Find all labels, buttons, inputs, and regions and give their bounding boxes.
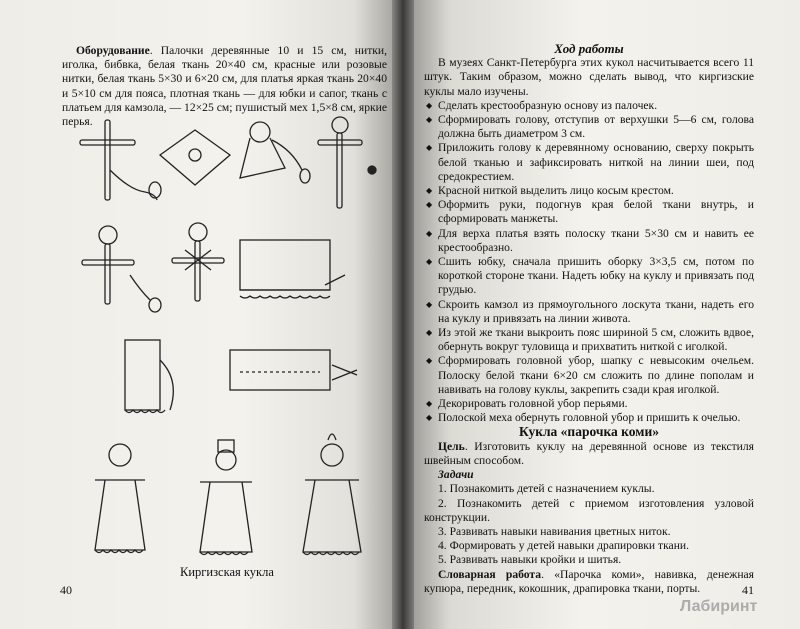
step-item: ◆ Сделать крестообразную основу из палочек. bbox=[424, 99, 754, 113]
intro-paragraph: В музеях Санкт-Петербурга этих кукол насчитывается всего 11 штук. Таким образом, можно сделать вывод, что киргизские куклы мало изучены. bbox=[424, 56, 754, 98]
step-item: ◆ Оформить руки, подогнув края белой ткани внутрь, и сформировать манжеты. bbox=[424, 198, 754, 226]
head-on-stick-drawing bbox=[318, 117, 376, 208]
step-item: ◆ Сшить юбку, сначала пришить оборку 3×3,5 см, потом по короткой стороне ткани. Надеть юбку на куклу и привязать под грудью. bbox=[424, 255, 754, 298]
step-item: ◆ Скроить камзол из прямоугольного лоскута ткани, надеть его на куклу и привязать на линии живота. bbox=[424, 298, 754, 326]
equipment-label: Оборудование bbox=[76, 44, 150, 57]
work-heading: Ход работы bbox=[554, 41, 624, 56]
task-item: 4. Формировать у детей навыки драпировки ткани. bbox=[438, 539, 690, 553]
step-item: ◆ Полоской меха обернуть головной убор и пришить к очелью. bbox=[424, 411, 754, 425]
step-item: ◆ Декорировать головной убор перьями. bbox=[424, 397, 754, 411]
task-item: 3. Развивать навыки навивания цветных ниток. bbox=[438, 524, 671, 538]
vocab-label: Словарная работа bbox=[438, 567, 542, 581]
step-item: ◆ Приложить голову к деревянному основанию, сверху покрыть белой тканью и зафиксировать ниткой на линии шеи, под средокрестием. bbox=[424, 141, 754, 184]
wrapped-head-drawing bbox=[82, 226, 161, 312]
equipment-text: . Палочки деревянные 10 и 15 см, нитки, иголка, бибвка, белая ткань 20×40 см, красные или розовые нитки, белая ткань 5×30 и 6×20 см, для платья яркая ткань 20×40 и 5×10 см для пояса, плотная ткань — для юбки и сапог, ткань с платьем для камзола, — 12×25 см; пушистый мех 1,5×8 см, яркие перья. bbox=[62, 44, 387, 129]
sewing-fabric-drawing bbox=[230, 350, 357, 390]
step-item: ◆ Сформировать головной убор, шапку с невысоким очельем. Полоску белой ткани 6×20 см сложить по длине пополам и навивать на голову куклы, закрепить сзади края иголкой. bbox=[424, 354, 754, 397]
page-number-left: 40 bbox=[60, 583, 72, 597]
book-gutter bbox=[392, 0, 414, 629]
task-item: 5. Развивать навыки кройки и шитья. bbox=[438, 553, 622, 567]
folded-fabric-drawing bbox=[125, 340, 173, 413]
task-item: 1. Познакомить детей с назначением куклы. bbox=[438, 482, 655, 496]
doll-step-3-drawing bbox=[303, 434, 361, 555]
section-title: Кукла «парочка коми» bbox=[519, 424, 659, 440]
step-item: ◆ Сформировать голову, отступив от верхушки 5—6 см, голова должна быть диаметром 3 см. bbox=[424, 113, 754, 141]
step-item: ◆ Для верха платья взять полоску ткани 5×30 см и навить ее крестообразно. bbox=[424, 227, 754, 255]
goal-text: . Изготовить куклу на деревянной основе из текстиля швейным способом. bbox=[424, 439, 754, 467]
cross-base-drawing bbox=[80, 120, 161, 200]
right-page-body bbox=[424, 42, 754, 596]
doll-step-1-drawing bbox=[95, 444, 145, 553]
figure-caption: Киргизская кукла bbox=[180, 565, 274, 579]
doll-illustrations bbox=[60, 110, 380, 565]
fabric-square-drawing bbox=[160, 130, 230, 185]
page-number-right: 41 bbox=[742, 583, 754, 597]
covered-head-drawing bbox=[240, 122, 310, 183]
doll-step-2-drawing bbox=[200, 440, 252, 555]
goal-label: Цель bbox=[438, 439, 465, 453]
skirt-fabric-drawing bbox=[240, 240, 345, 298]
task-item: 2. Познакомить детей с приемом изготовления узловой конструкции. bbox=[424, 496, 754, 524]
arms-drawing bbox=[172, 223, 224, 301]
step-item: ◆ Из этой же ткани выкроить пояс шириной 5 см, сложить вдвое, обернуть вокруг туловища и прихватить ниткой с иголкой. bbox=[424, 326, 754, 354]
tasks-label: Задачи bbox=[438, 468, 474, 482]
watermark-logo: Лабиринт bbox=[680, 598, 758, 615]
vocab-text: . «Парочка коми», навивка, денежная купюра, передник, кокошник, драпировка ткани, порты. bbox=[424, 567, 754, 595]
step-item: ◆ Красной ниткой выделить лицо косым крестом. bbox=[424, 184, 754, 198]
